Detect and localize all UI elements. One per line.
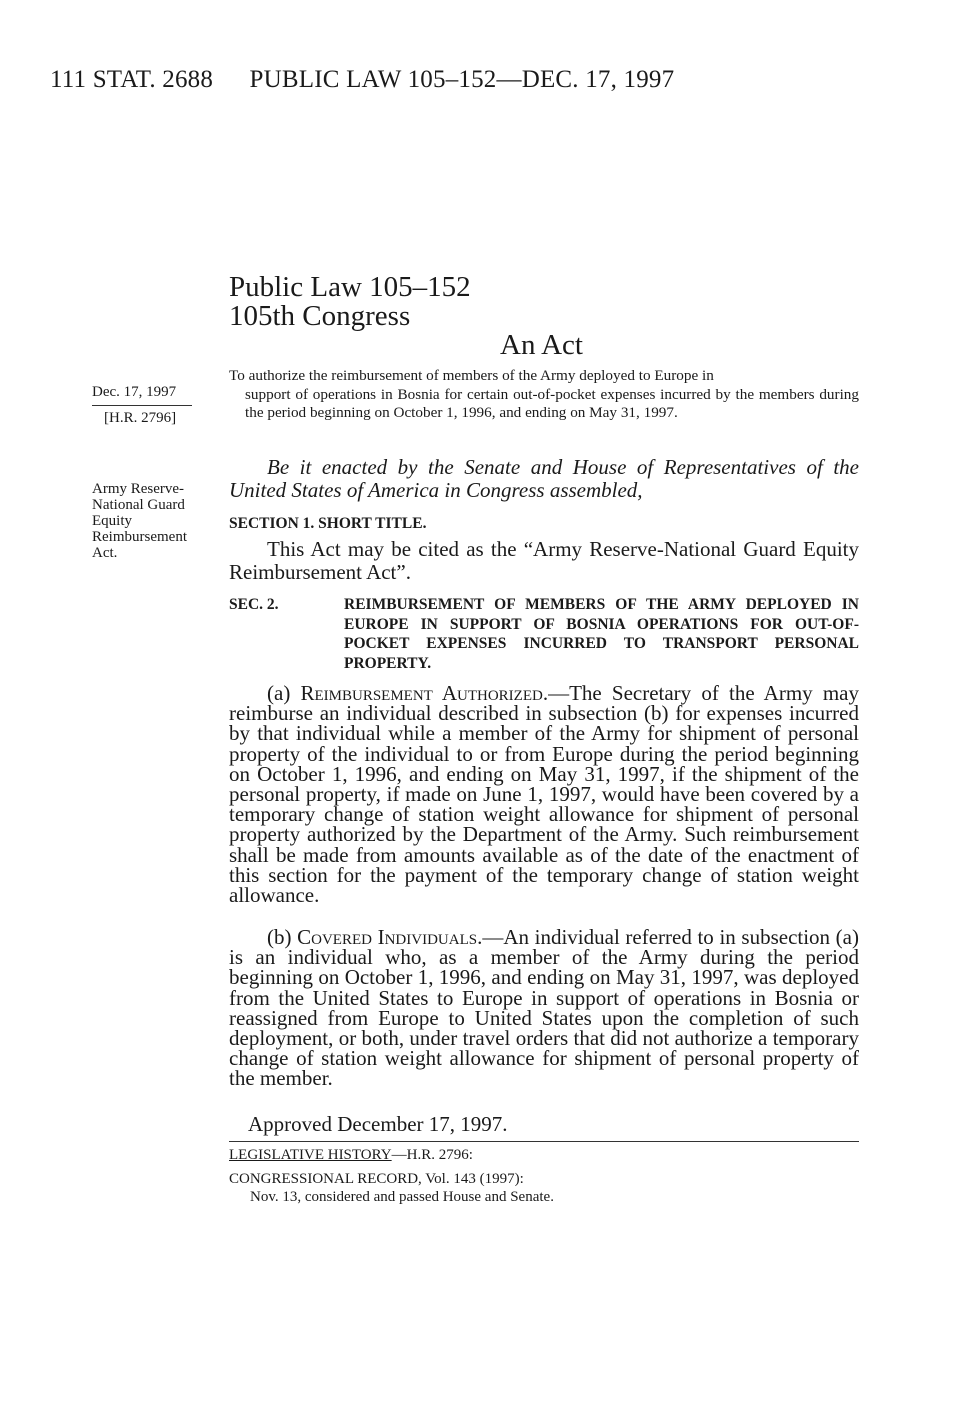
legislative-history	[229, 1147, 473, 1164]
statute-citation: 111 STAT. 2688	[50, 66, 214, 93]
subsection-b	[229, 927, 859, 1089]
congressional-action: Nov. 13, considered and passed House and Senate.	[250, 1189, 554, 1205]
legislative-history-bill: —H.R. 2796:	[391, 1147, 473, 1163]
section-2-heading	[229, 595, 859, 673]
margin-short-title	[92, 481, 212, 561]
page-header	[50, 66, 674, 94]
congress-label: 105th Congress	[229, 300, 411, 332]
subsection-b-paragraph	[229, 927, 859, 1089]
margin-bill-number: [H.R. 2796]	[104, 410, 177, 426]
purpose-first-line: To authorize the reimbursement of members of the Army deployed to Europe in	[229, 367, 714, 384]
margin-short-title-line: Act.	[92, 545, 118, 561]
public-law-title: Public Law 105–152	[229, 271, 471, 303]
margin-short-title-line: Equity	[92, 513, 132, 529]
section-2-title: REIMBURSEMENT OF MEMBERS OF THE ARMY DEPLOYED IN EUROPE IN SUPPORT OF BOSNIA OPERATIONS FOR OUT-OF-POCKET EXPENSES INCURRED TO TRANSPORT PERSONAL PROPERTY.	[344, 596, 859, 672]
approval-date: Approved December 17, 1997.	[248, 1112, 508, 1136]
an-act-heading: An Act	[500, 329, 583, 361]
legislative-history-divider	[229, 1141, 859, 1142]
subsection-a	[229, 681, 859, 908]
congressional-record: CONGRESSIONAL RECORD, Vol. 143 (1997):	[229, 1171, 524, 1187]
subsection-a-text: —The Secretary of the Army may reimburse an individual described in subsection (b) for expenses incurred by that individual while a member of the Army for shipment of personal property of the individual to or from Europe during the period beginning on October 1, 1996, and ending on May 31, 1997, if the shipment of the personal property, if made on June 1, 1997, would have been covered by a temporary change of station weight allowance for shipment of personal property authorized by the Department of the Army. Such reimbursement shall be made from amounts available as of the date of the enactment of this section for the payment of the temporary change of station weight allowance.	[229, 681, 859, 908]
subsection-b-heading: Covered Individuals.	[297, 925, 483, 949]
law-date-header: PUBLIC LAW 105–152—DEC. 17, 1997	[249, 66, 675, 93]
margin-short-title-line: Reimbursement	[92, 529, 187, 545]
section-1-body: This Act may be cited as the “Army Reserve-National Guard Equity Reimbursement Act”.	[229, 537, 859, 584]
legislative-history-label: LEGISLATIVE HISTORY	[229, 1147, 392, 1163]
subsection-a-heading: Reimbursement Authorized.	[300, 681, 549, 705]
section-2-number: SEC. 2.	[229, 596, 279, 613]
subsection-a-paragraph	[229, 681, 859, 908]
subsection-a-label: (a)	[267, 681, 301, 705]
enacting-clause: Be it enacted by the Senate and House of Representatives of the United States of America in Congress assembled,	[229, 455, 859, 502]
margin-short-title-line: Army Reserve-	[92, 481, 185, 497]
subsection-b-label: (b)	[267, 925, 298, 949]
section-1-heading: SECTION 1. SHORT TITLE.	[229, 515, 427, 532]
margin-short-title-line: National Guard	[92, 497, 185, 513]
act-purpose	[229, 367, 859, 423]
margin-date: Dec. 17, 1997	[92, 384, 177, 400]
purpose-continuation: support of operations in Bosnia for certain out-of-pocket expenses incurred by the members during the period beginning on October 1, 1996, and ending on May 31, 1997.	[245, 385, 859, 421]
margin-divider	[92, 405, 192, 406]
subsection-b-text: —An individual referred to in subsection (a) is an individual who, as a member of the Army during the period beginning on October 1, 1996, and ending on May 31, 1997, was deployed from the United States to Europe in support of operations in Bosnia or reassigned from Europe to United States upon the completion of such deployment, or both, under travel orders that did not authorize a temporary change of station weight allowance for shipment of personal property of the member.	[229, 925, 859, 1091]
